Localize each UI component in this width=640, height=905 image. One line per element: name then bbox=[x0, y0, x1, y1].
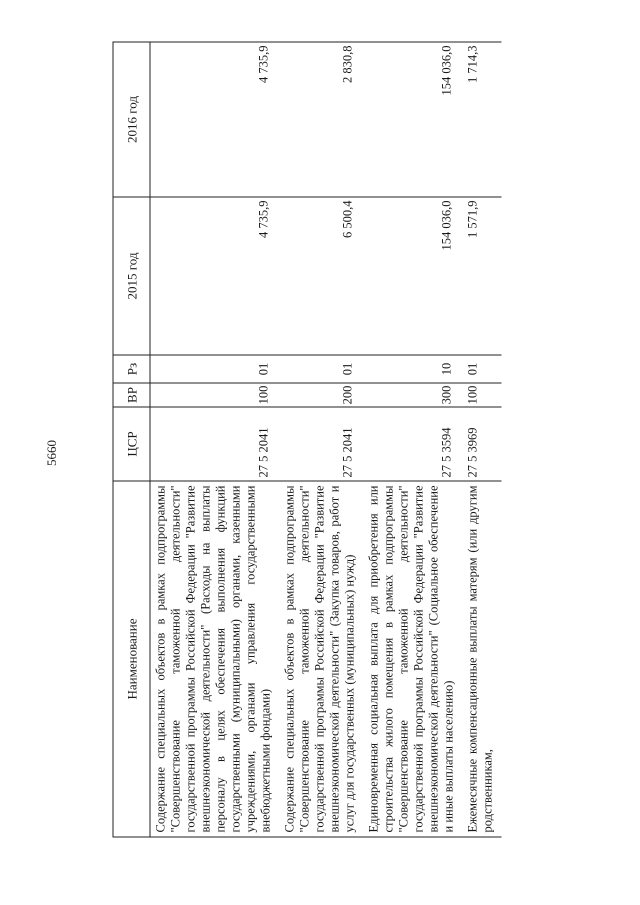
header-2016: 2016 год bbox=[113, 42, 150, 197]
row-value-2015: 6 500,4 bbox=[280, 197, 364, 355]
row-csr: 27 5 2041 bbox=[280, 407, 364, 481]
row-name: Единовременная социальная выплата для приобретения или строительства жилого помещения в рамках подпрограммы "Совершенствование таможенной деятельности" государственной программы Российской Федерации "Развитие внешнеэкономической деятельности" (Социальное обеспечение и иные выплаты населению) bbox=[364, 481, 463, 837]
table-row bbox=[364, 42, 463, 837]
row-vr: 200 bbox=[280, 383, 364, 407]
table-row bbox=[463, 42, 502, 837]
table-header-row bbox=[113, 42, 150, 837]
header-2015: 2015 год bbox=[113, 197, 150, 355]
header-rz: Рз bbox=[113, 355, 150, 383]
row-vr: 100 bbox=[150, 383, 280, 407]
row-value-2016: 4 735,9 bbox=[150, 42, 280, 197]
row-value-2015: 1 571,9 bbox=[463, 197, 502, 355]
header-vr: ВР bbox=[113, 383, 150, 407]
row-value-2016: 2 830,8 bbox=[280, 42, 364, 197]
row-name: Ежемесячные компенсационные выплаты матерям (или другим родственникам, bbox=[463, 481, 502, 837]
table-row bbox=[150, 42, 280, 837]
page-number: 5660 bbox=[44, 440, 59, 466]
row-value-2015: 4 735,9 bbox=[150, 197, 280, 355]
row-value-2016: 1 714,3 bbox=[463, 42, 502, 197]
header-csr: ЦСР bbox=[113, 407, 150, 481]
row-rz: 01 bbox=[150, 355, 280, 383]
row-csr: 27 5 3969 bbox=[463, 407, 502, 481]
row-value-2015: 154 036,0 bbox=[364, 197, 463, 355]
budget-table-container bbox=[113, 43, 640, 838]
row-value-2016: 154 036,0 bbox=[364, 42, 463, 197]
row-vr: 100 bbox=[463, 383, 502, 407]
row-rz: 01 bbox=[280, 355, 364, 383]
row-csr: 27 5 2041 bbox=[150, 407, 280, 481]
row-csr: 27 5 3594 bbox=[364, 407, 463, 481]
row-name: Содержание специальных объектов в рамках подпрограммы "Совершенствование таможенной деятельности" государственной программы Российской Федерации "Развитие внешнеэкономической деятельности" (Расходы на выплаты персоналу в целях обеспечения выполнения функций государственными (муниципальными) органами, казенными учреждениями, органами управления государственными внебюджетными фондами) bbox=[150, 481, 280, 837]
row-vr: 300 bbox=[364, 383, 463, 407]
budget-table bbox=[113, 42, 502, 838]
table-row bbox=[280, 42, 364, 837]
row-rz: 01 bbox=[463, 355, 502, 383]
header-name: Наименование bbox=[113, 481, 150, 837]
row-name: Содержание специальных объектов в рамках подпрограммы "Совершенствование таможенной деятельности" государственной программы Российской Федерации "Развитие внешнеэкономической деятельности" (Закупка товаров, работ и услуг для государственных (муниципальных) нужд) bbox=[280, 481, 364, 837]
row-rz: 10 bbox=[364, 355, 463, 383]
